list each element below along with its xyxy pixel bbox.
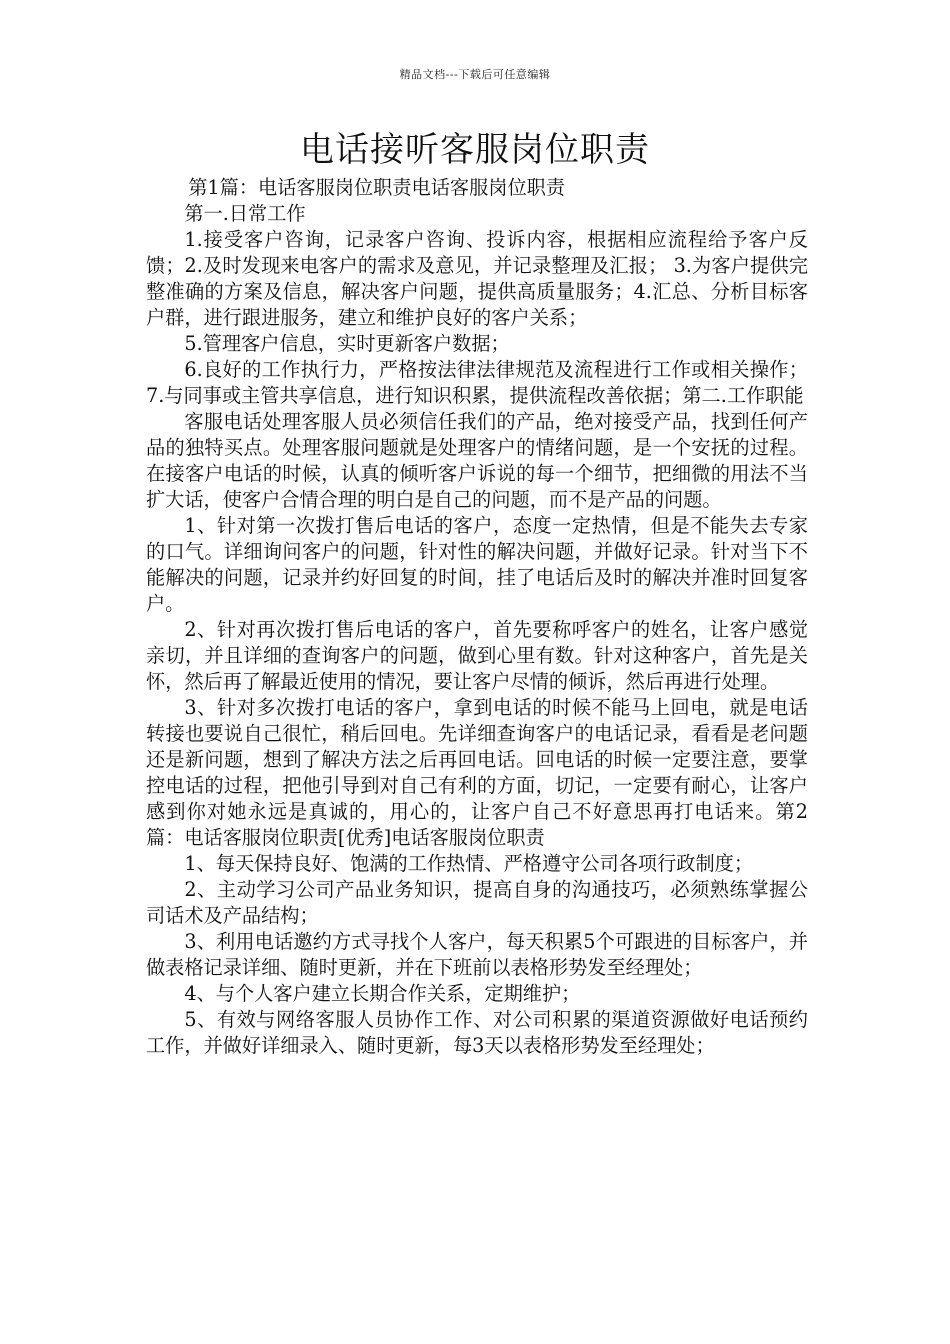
body-paragraph: 6.良好的工作执行力，严格按法律法律规范及流程进行工作或相关操作；7.与同事或主管共享信息，进行知识积累，提供流程改善依据；第二.工作职能 [146,358,808,407]
body-paragraph: 3、针对多次拨打电话的客户，拿到电话的时候不能马上回电，就是电话转接也要说自己很忙，稍后回电。先详细查询客户的电话记录，看看是老问题还是新问题，想到了解决方法之后再回电话。回电话的时候一定要注意，要掌控电话的过程，把他引导到对自己有利的方面，切记，一定要有耐心，让客户感到你对她永远是真诚的，用心的，让客户自己不好意思再打电话来。第2篇：电话客服岗位职责[优秀]电话客服岗位职责 [146,696,808,849]
body-paragraph: 1、针对第一次拨打售后电话的客户，态度一定热情，但是不能失去专家的口气。详细询问客户的问题，针对性的解决问题，并做好记录。针对当下不能解决的问题，记录并约好回复的时间，挂了电话后及时的解决并准时回复客户。 [146,514,808,615]
body-paragraph: 2、主动学习公司产品业务知识，提高自身的沟通技巧，必须熟练掌握公司话术及产品结构； [146,878,808,927]
body-paragraph: 1.接受客户咨询，记录客户咨询、投诉内容，根据相应流程给予客户反馈；2.及时发现来电客户的需求及意见，并记录整理及汇报； 3.为客户提供完整准确的方案及信息，解决客户问题，提供高质量服务；4.汇总、分析目标客户群，进行跟进服务，建立和维护良好的客户关系； [146,228,808,329]
body-paragraph: 5、有效与网络客服人员协作工作、对公司积累的渠道资源做好电话预约工作，并做好详细录入、随时更新，每3天以表格形势发至经理处； [146,1008,808,1057]
body-paragraph: 4、与个人客户建立长期合作关系，定期维护； [184,982,581,1005]
body-paragraph: 2、针对再次拨打售后电话的客户，首先要称呼客户的姓名，让客户感觉亲切，并且详细的查询客户的问题，做到心里有数。针对这种客户，首先是关怀，然后再了解最近使用的情况，要让客户尽情的倾诉，然后再进行处理。 [146,618,808,693]
body-paragraph: 5.管理客户信息，实时更新客户数据； [184,332,510,355]
section-heading: 第一.日常工作 [184,202,306,225]
body-paragraph: 3、利用电话邀约方式寻找个人客户，每天积累5个可跟进的目标客户，并做表格记录详细、随时更新，并在下班前以表格形势发至经理处； [146,930,808,979]
document-body [146,175,808,1059]
body-paragraph: 客服电话处理客服人员必须信任我们的产品，绝对接受产品，找到任何产品的独特买点。处理客服问题就是处理客户的情绪问题，是一个安抚的过程。在接客户电话的时候，认真的倾听客户诉说的每一个细节，把细微的用法不当扩大话，使客户合情合理的明白是自己的问题，而不是产品的问题。 [146,410,808,511]
body-paragraph: 1、每天保持良好、饱满的工作热情、严格遵守公司各项行政制度； [184,852,754,875]
header-watermark: 精品文档---下载后可任意编辑 [399,68,551,81]
chapter-heading: 第1篇：电话客服岗位职责电话客服岗位职责 [188,176,566,199]
document-title: 电话接听客服岗位职责 [300,130,650,170]
